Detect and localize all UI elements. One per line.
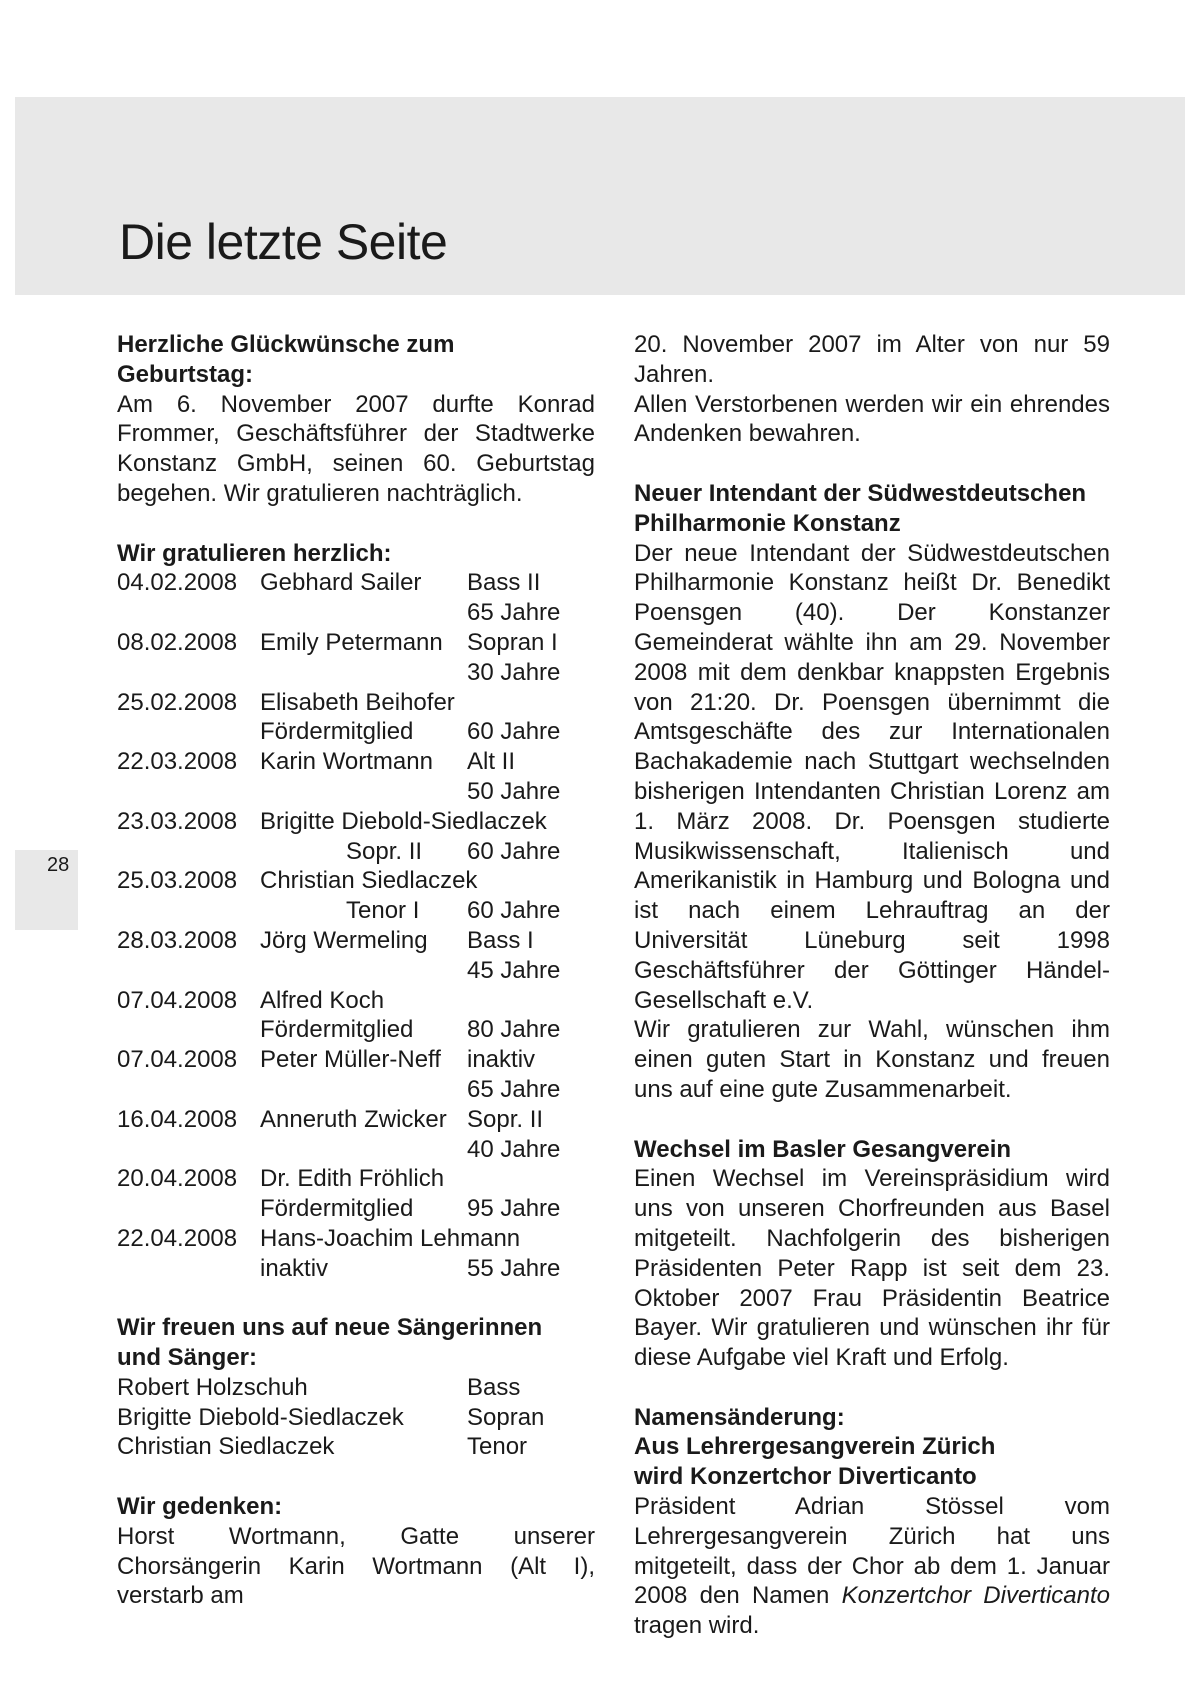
birthday-row — [117, 866, 595, 896]
birthday-row-detail — [117, 1254, 595, 1284]
birthday-date: 25.03.2008 — [117, 867, 238, 895]
birthday-heading-line-2: Geburtstag: — [117, 360, 254, 388]
birthday-name: Christian Siedlaczek — [260, 867, 478, 895]
birthday-row-detail — [117, 1015, 595, 1045]
birthday-age: 65 Jahre — [467, 599, 561, 627]
intendant-heading-line-1: Neuer Intendant der Südwestdeutschen — [634, 479, 1087, 507]
basel-text: Einen Wechsel im Vereinspräsidium wird uns von unseren Chorfreunden aus Basel mitgeteilt. Nachfolgerin des bisherigen Präsidenten Peter Rapp ist seit dem 23. Oktober 2007 Frau Präsidentin Beatrice Bayer. Wir gratulieren und wünschen ihr für diese Aufgabe viel Kraft und Erfolg. — [634, 1165, 1110, 1372]
birthday-name: Elisabeth Beihofer — [260, 688, 455, 716]
rename-text-end: tragen wird. — [634, 1612, 760, 1640]
memorial-section — [117, 1492, 595, 1611]
birthday-voice: Alt II — [467, 748, 516, 776]
birthday-row-age — [117, 598, 595, 628]
birthday-text: Am 6. November 2007 durfte Konrad Frommer, Geschäftsführer der Stadtwerke Konstanz GmbH, seinen 60. Geburtstag begehen. Wir gratulieren nachträglich. — [117, 390, 595, 507]
birthday-row-detail — [117, 717, 595, 747]
birthday-row — [117, 1105, 595, 1135]
birthday-age: 80 Jahre — [467, 1016, 561, 1044]
birthday-voice: Sopran I — [467, 628, 558, 656]
birthday-age: 30 Jahre — [467, 658, 561, 686]
member-voice: Tenor — [467, 1433, 528, 1461]
birthday-name: Gebhard Sailer — [260, 569, 422, 597]
birthday-row — [117, 807, 595, 837]
new-members-section — [117, 1313, 595, 1462]
birthday-date: 16.04.2008 — [117, 1105, 238, 1133]
intendant-section — [634, 479, 1110, 1105]
birthday-row — [117, 1045, 595, 1075]
intendant-text: Der neue Intendant der Südwestdeutschen Philharmonie Konstanz heißt Dr. Benedikt Poensgen (40). Der Konstanzer Gemeinderat wählte ihn am 29. November 2008 mit dem denkbar knappsten Ergebnis von 21:20. Dr. Poensgen übernimmt die Amtsgeschäfte des zur Internationalen Bachakademie nach Stuttgart wechselnden bisherigen Intendanten Christian Lorenz am 1. März 2008. Dr. Poensgen studierte Musikwissenschaft, Italienisch und Amerikanistik in Hamburg und Bologna und ist nach einem Lehrauftrag an der Universität Lüneburg seit 1998 Geschäftsführer der Göttinger Händel-Gesellschaft e.V. — [634, 539, 1110, 1014]
birthday-voice: Fördermitglied — [260, 1195, 414, 1223]
birthday-name: Hans-Joachim Lehmann — [260, 1224, 521, 1252]
birthday-date: 28.03.2008 — [117, 926, 238, 954]
intendant-heading-line-2: Philharmonie Konstanz — [634, 509, 901, 537]
birthday-age: 95 Jahre — [467, 1195, 561, 1223]
birthday-voice: Bass II — [467, 569, 541, 597]
rename-choir-name: Konzertchor Diverticanto — [841, 1582, 1110, 1610]
birthday-name: Peter Müller-Neff — [260, 1046, 441, 1074]
birthday-voice: Sopr. II — [467, 1105, 544, 1133]
birthday-date: 20.04.2008 — [117, 1165, 238, 1193]
rename-heading-line-2: Aus Lehrergesangverein Zürich — [634, 1433, 996, 1461]
birthday-age: 60 Jahre — [467, 897, 561, 925]
birthday-voice: inaktiv — [467, 1046, 536, 1074]
birthday-date: 08.02.2008 — [117, 628, 238, 656]
birthday-voice: Fördermitglied — [260, 718, 414, 746]
memorial-remembrance-text: Allen Verstorbenen werden wir ein ehrendes Andenken bewahren. — [634, 390, 1110, 448]
member-name: Robert Holzschuh — [117, 1373, 308, 1401]
birthday-date: 04.02.2008 — [117, 569, 238, 597]
birthday-row-age — [117, 658, 595, 688]
new-members-heading-line-1: Wir freuen uns auf neue Sängerinnen — [117, 1314, 543, 1342]
birthday-voice: Fördermitglied — [260, 1016, 414, 1044]
birthday-age: 45 Jahre — [467, 956, 561, 984]
new-members-heading-line-2: und Sänger: — [117, 1344, 258, 1372]
birthday-heading-line-1: Herzliche Glückwünsche zum — [117, 331, 455, 358]
birthday-date: 23.03.2008 — [117, 807, 238, 835]
birthday-date: 25.02.2008 — [117, 688, 238, 716]
memorial-continued — [634, 330, 1110, 449]
birthday-name: Anneruth Zwicker — [260, 1105, 447, 1133]
member-name: Brigitte Diebold-Siedlaczek — [117, 1403, 404, 1431]
basel-section — [634, 1135, 1110, 1373]
birthday-row — [117, 986, 595, 1016]
intendant-congrats-text: Wir gratulieren zur Wahl, wünschen ihm einen guten Start in Konstanz und freuen uns auf eine gute Zusammenarbeit. — [634, 1016, 1110, 1103]
birthday-voice: inaktiv — [260, 1254, 329, 1282]
birthday-row — [117, 747, 595, 777]
member-name: Christian Siedlaczek — [117, 1433, 335, 1461]
birthday-row-detail — [117, 896, 595, 926]
birthday-row-detail — [117, 837, 595, 867]
birthday-age: 60 Jahre — [467, 837, 561, 865]
right-column — [634, 330, 1110, 1671]
birthday-age: 65 Jahre — [467, 1075, 561, 1103]
member-row — [117, 1432, 595, 1462]
birthday-date: 22.03.2008 — [117, 748, 238, 776]
birthday-row — [117, 926, 595, 956]
birthday-row — [117, 688, 595, 718]
birthday-row-detail — [117, 1194, 595, 1224]
congrats-heading: Wir gratulieren herzlich: — [117, 539, 392, 567]
member-row — [117, 1373, 595, 1403]
birthday-name: Dr. Edith Fröhlich — [260, 1165, 445, 1193]
birthday-name: Alfred Koch — [260, 986, 385, 1014]
congrats-section — [117, 539, 595, 1284]
page-title: Die letzte Seite — [119, 214, 448, 270]
birthday-voice: Tenor I — [346, 897, 420, 925]
rename-heading-line-3: wird Konzertchor Diverticanto — [634, 1463, 977, 1491]
birthday-row-age — [117, 956, 595, 986]
left-column — [117, 330, 595, 1641]
birthday-date: 07.04.2008 — [117, 1046, 238, 1074]
member-row — [117, 1403, 595, 1433]
rename-text-start: Präsident Adrian Stössel vom Lehrergesangverein Zürich hat uns mitgeteilt, dass der Chor ab dem 1. Januar 2008 den Namen — [634, 1493, 1110, 1610]
rename-section — [634, 1403, 1110, 1641]
member-voice: Bass — [467, 1373, 521, 1401]
birthday-date: 22.04.2008 — [117, 1224, 238, 1252]
member-voice: Sopran — [467, 1403, 545, 1431]
birthday-name: Emily Petermann — [260, 628, 443, 656]
birthday-row — [117, 628, 595, 658]
birthday-name: Jörg Wermeling — [260, 926, 428, 954]
rename-heading-line-1: Namensänderung: — [634, 1403, 845, 1431]
birthday-voice: Sopr. II — [346, 837, 423, 865]
page-number: 28 — [47, 854, 70, 876]
rename-text — [634, 1492, 1110, 1641]
birthday-date: 07.04.2008 — [117, 986, 238, 1014]
birthday-section — [117, 330, 595, 509]
birthday-name: Karin Wortmann — [260, 748, 433, 776]
birthday-age: 60 Jahre — [467, 718, 561, 746]
birthday-row-age — [117, 1135, 595, 1165]
memorial-continued-text: 20. November 2007 im Alter von nur 59 Jahren. — [634, 331, 1110, 388]
birthday-age: 55 Jahre — [467, 1254, 561, 1282]
birthday-row — [117, 1164, 595, 1194]
birthday-age: 40 Jahre — [467, 1135, 561, 1163]
birthday-name: Brigitte Diebold-Siedlaczek — [260, 807, 547, 835]
birthday-row-age — [117, 777, 595, 807]
basel-heading: Wechsel im Basler Gesangverein — [634, 1135, 1012, 1163]
birthday-age: 50 Jahre — [467, 777, 561, 805]
memorial-text: Horst Wortmann, Gatte unserer Chorsängerin Karin Wortmann (Alt I), verstarb am — [117, 1522, 595, 1610]
birthday-row — [117, 1224, 595, 1254]
memorial-heading: Wir gedenken: — [117, 1493, 283, 1521]
birthday-voice: Bass I — [467, 926, 534, 954]
birthday-row — [117, 568, 595, 598]
birthday-row-age — [117, 1075, 595, 1105]
